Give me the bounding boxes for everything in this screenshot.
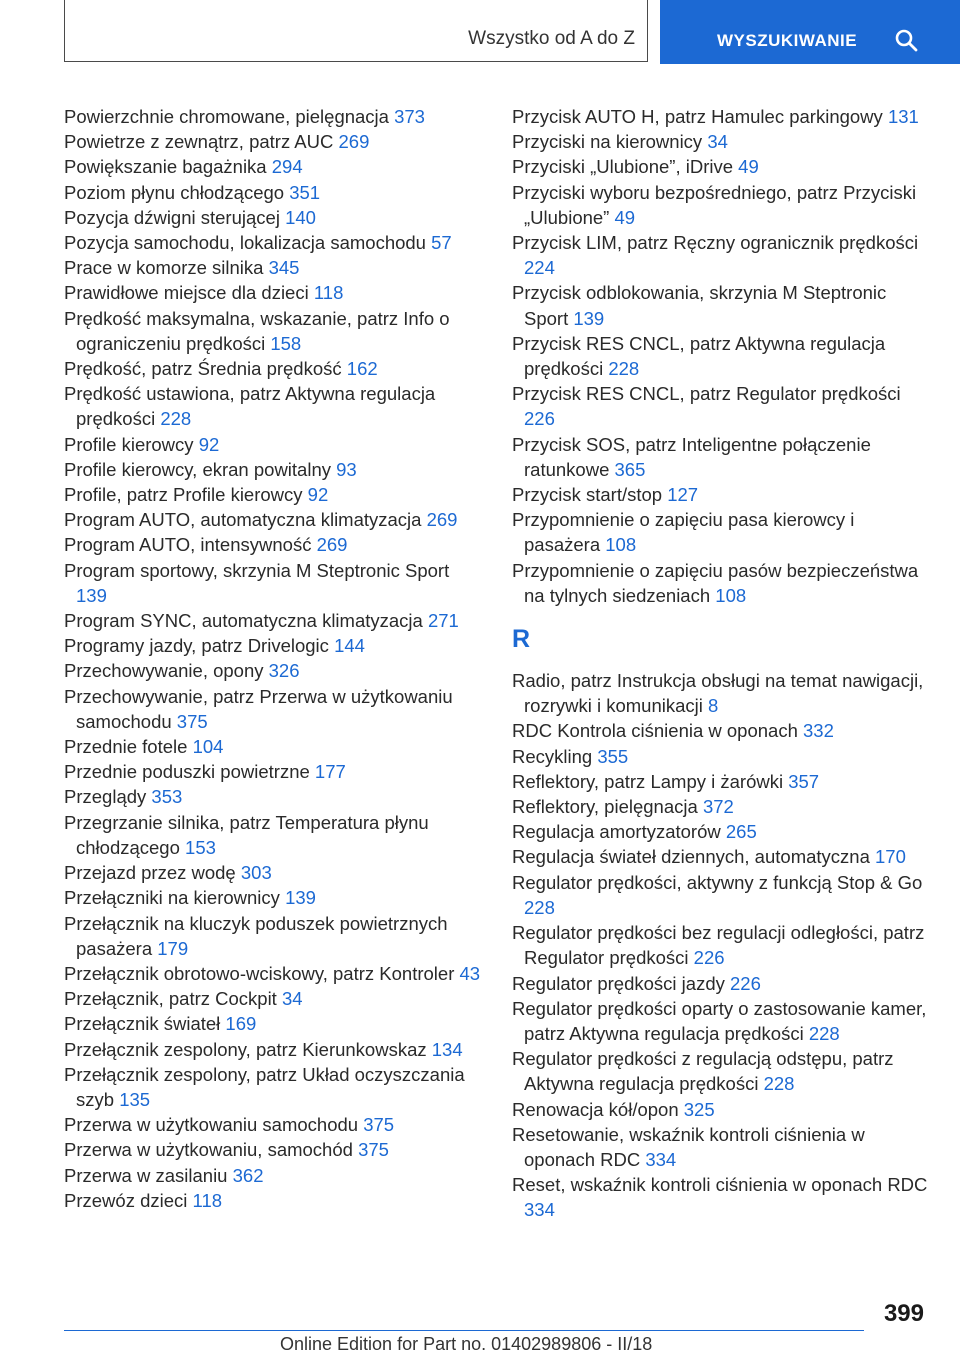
index-entry xyxy=(64,432,484,457)
index-entry-text: Przejazd przez wodę xyxy=(64,862,236,884)
index-entry-text: Regulacja świateł dziennych, automatyczna xyxy=(512,846,870,868)
index-entry-text: Reflektory, patrz Lampy i żarówki xyxy=(512,770,784,792)
index-entry-text: Przyciski na kierownicy xyxy=(512,131,703,153)
index-page-link[interactable]: 34 xyxy=(281,988,303,1010)
index-entry xyxy=(512,331,932,381)
footer-rule xyxy=(64,1330,864,1331)
index-page-link[interactable]: 158 xyxy=(270,332,302,354)
index-entry xyxy=(64,885,484,910)
index-page-link[interactable]: 139 xyxy=(573,307,605,329)
footer-edition-text: Online Edition for Part no. 01402989806 - II/18 xyxy=(280,1334,653,1354)
index-page-link[interactable]: 375 xyxy=(363,1114,395,1136)
index-entry-text: Przegrzanie silnika, patrz Temperatura płynu chłodzącego xyxy=(64,811,429,858)
index-page-link[interactable]: 332 xyxy=(803,720,834,742)
index-group-r xyxy=(512,668,932,1222)
index-entry-text: Przycisk start/stop xyxy=(512,484,663,506)
index-page-link[interactable]: 373 xyxy=(394,106,425,127)
index-entry-text: Przyciski wyboru bezpośredniego, patrz Przyciski „Ulubione” xyxy=(512,181,917,228)
index-page-link[interactable]: 269 xyxy=(316,534,348,556)
index-entry-text: Przycisk RES CNCL, patrz Regulator prędkości xyxy=(512,383,901,405)
index-entry-text: Poziom płynu chłodzącego xyxy=(64,181,285,203)
index-page-link[interactable]: 34 xyxy=(707,131,728,153)
index-entry-text: Prace w komorze silnika xyxy=(64,257,264,279)
index-entry xyxy=(64,255,484,280)
index-entry-text: Prędkość maksymalna, wskazanie, patrz Info o ograniczeniu prędkości xyxy=(64,307,450,354)
index-page-link[interactable]: 265 xyxy=(725,821,757,843)
index-page-link[interactable]: 334 xyxy=(645,1148,677,1170)
index-entry-text: Regulacja amortyzatorów xyxy=(512,821,721,843)
index-entry-text: Przypomnienie o zapięciu pasa kierowcy i pasażera xyxy=(512,509,855,556)
index-page-link[interactable]: 226 xyxy=(693,947,725,969)
index-entry-text: Przyciski „Ulubione”, iDrive xyxy=(512,156,734,178)
index-page-link[interactable]: 226 xyxy=(730,972,761,994)
index-entry xyxy=(512,920,932,970)
index-entry xyxy=(512,718,932,743)
tab-a-to-z[interactable] xyxy=(64,0,648,62)
index-entry-text: Powiększanie bagażnika xyxy=(64,156,267,178)
index-entry-text: Przycisk SOS, patrz Inteligentne połączenie ratunkowe xyxy=(512,433,871,480)
index-page-link[interactable]: 153 xyxy=(185,836,216,858)
index-entry xyxy=(512,819,932,844)
index-entry xyxy=(64,230,484,255)
index-entry xyxy=(512,230,932,280)
index-entry-text: Przycisk odblokowania, skrzynia M Steptronic Sport xyxy=(512,282,887,329)
index-entry-text: Przełącznik na kluczyk poduszek powietrznych pasażera xyxy=(64,912,448,959)
index-entry xyxy=(64,684,484,734)
index-entry-text: Przechowywanie, opony xyxy=(64,660,264,682)
page-number: 399 xyxy=(883,1300,924,1327)
index-page-link[interactable]: 303 xyxy=(240,862,272,884)
index-entry xyxy=(512,180,932,230)
index-entry-text: Program AUTO, intensywność xyxy=(64,534,312,556)
index-page-link[interactable]: 353 xyxy=(151,786,183,808)
section-letter: R xyxy=(512,625,531,654)
index-entry xyxy=(64,759,484,784)
index-page-link[interactable]: 224 xyxy=(524,257,555,279)
index-page-link[interactable]: 140 xyxy=(285,206,316,228)
index-entry-text: Przednie poduszki powietrzne xyxy=(64,761,310,783)
index-entry-text: Pozycja dźwigni sterującej xyxy=(64,206,280,228)
index-entry xyxy=(512,381,932,431)
index-entry-text: Przypomnienie o zapięciu pasów bezpieczeństwa na tylnych siedzeniach xyxy=(512,559,919,606)
index-column-left xyxy=(64,104,484,1213)
index-page-link[interactable]: 375 xyxy=(358,1139,389,1161)
index-page-link[interactable]: 92 xyxy=(198,433,220,455)
index-entry-text: Przełącznik zespolony, patrz Kierunkowskaz xyxy=(64,1038,427,1060)
index-entry-text: Prędkość ustawiona, patrz Aktywna regulacja prędkości xyxy=(64,383,436,430)
index-entry xyxy=(512,1046,932,1096)
index-entry xyxy=(64,457,484,482)
index-entry-text: Radio, patrz Instrukcja obsługi na temat nawigacji, rozrywki i komunikacji xyxy=(512,670,924,717)
index-entry-text: Przerwa w użytkowaniu samochodu xyxy=(64,1114,359,1136)
index-group-p xyxy=(512,104,932,608)
index-page-link[interactable]: 131 xyxy=(887,106,919,127)
index-page-link[interactable]: 108 xyxy=(715,584,747,606)
index-page-link[interactable]: 43 xyxy=(459,962,481,984)
index-page-link[interactable]: 228 xyxy=(160,408,192,430)
index-entry xyxy=(512,769,932,794)
index-entry-text: Przełącznik, patrz Cockpit xyxy=(64,988,277,1010)
index-entry-text: Przerwa w użytkowaniu, samochód xyxy=(64,1139,353,1161)
index-entry-text: Resetowanie, wskaźnik kontroli ciśnienia w oponach RDC xyxy=(512,1123,865,1170)
index-entry xyxy=(64,180,484,205)
index-page-link[interactable]: 135 xyxy=(119,1088,151,1110)
index-entry xyxy=(512,129,932,154)
index-entry xyxy=(512,154,932,179)
index-entry xyxy=(64,961,484,986)
index-entry xyxy=(512,844,932,869)
index-entry xyxy=(64,306,484,356)
index-entry xyxy=(64,633,484,658)
index-page-link[interactable]: 326 xyxy=(268,660,300,682)
index-entry-text: Recykling xyxy=(512,745,593,767)
index-entry xyxy=(64,356,484,381)
index-entry-text: Profile kierowcy, ekran powitalny xyxy=(64,458,331,480)
index-entry-text: Przełącznik świateł xyxy=(64,1013,221,1035)
index-entry xyxy=(64,154,484,179)
index-page-link[interactable]: 269 xyxy=(338,131,370,153)
index-page-link[interactable]: 269 xyxy=(426,509,458,531)
tab-search-label: WYSZUKIWANIE xyxy=(717,31,858,50)
index-entry-text: Przechowywanie, patrz Przerwa w użytkowaniu samochodu xyxy=(64,685,453,732)
index-entry-text: Prędkość, patrz Średnia prędkość xyxy=(64,358,342,380)
index-entry xyxy=(64,1062,484,1112)
index-entry xyxy=(512,668,932,718)
index-entry xyxy=(512,482,932,507)
index-entry-text: Przycisk LIM, patrz Ręczny ogranicznik prędkości xyxy=(512,232,919,254)
footer-edition xyxy=(280,1334,652,1355)
index-entry xyxy=(64,860,484,885)
index-entry-text: Przełącznik zespolony, patrz Układ oczyszczania szyb xyxy=(64,1063,465,1110)
index-entry xyxy=(64,784,484,809)
index-entry xyxy=(512,794,932,819)
index-entry xyxy=(64,104,484,129)
top-navigation xyxy=(0,0,960,66)
tab-search[interactable] xyxy=(660,0,960,64)
index-entry-text: Prawidłowe miejsce dla dzieci xyxy=(64,282,309,304)
index-entry xyxy=(64,1137,484,1162)
index-page-link[interactable]: 357 xyxy=(788,770,820,792)
index-entry-text: RDC Kontrola ciśnienia w oponach xyxy=(512,720,798,742)
index-page-link[interactable]: 334 xyxy=(524,1199,555,1221)
index-entry-text: Przełączniki na kierownicy xyxy=(64,887,280,909)
index-page-link[interactable]: 226 xyxy=(524,408,555,430)
index-entry-text: Pozycja samochodu, lokalizacja samochodu xyxy=(64,232,426,254)
index-entry-text: Powietrze z zewnątrz, patrz AUC xyxy=(64,131,334,153)
index-entry xyxy=(512,1172,932,1222)
index-page-link[interactable]: 294 xyxy=(271,156,303,178)
index-entry-text: Reflektory, pielęgnacja xyxy=(512,796,698,818)
index-page-link[interactable]: 228 xyxy=(763,1073,795,1095)
index-entry xyxy=(64,507,484,532)
index-page-link[interactable]: 139 xyxy=(285,887,316,909)
index-entry xyxy=(64,1163,484,1188)
index-entry xyxy=(512,507,932,557)
index-page-link[interactable]: 162 xyxy=(346,358,378,380)
index-entry xyxy=(512,280,932,330)
index-page-link[interactable]: 118 xyxy=(313,282,344,304)
index-entry-text: Przewóz dzieci xyxy=(64,1189,188,1211)
index-entry xyxy=(512,996,932,1046)
index-page-link[interactable]: 228 xyxy=(608,358,640,380)
index-entry-text: Regulator prędkości oparty o zastosowanie kamer, patrz Aktywna regulacja prędkości xyxy=(512,997,927,1044)
index-entry-text: Powierzchnie chromowane, pielęgnacja xyxy=(64,106,389,127)
index-entry xyxy=(64,911,484,961)
index-entry xyxy=(512,432,932,482)
index-page-link[interactable]: 104 xyxy=(192,736,224,758)
index-entry xyxy=(64,810,484,860)
index-entry-text: Program SYNC, automatyczna klimatyzacja xyxy=(64,610,423,632)
index-entry xyxy=(64,1188,484,1213)
index-page-link[interactable]: 169 xyxy=(225,1013,257,1035)
index-page-link[interactable]: 365 xyxy=(614,458,646,480)
index-entry-text: Regulator prędkości z regulacją odstępu, patrz Aktywna regulacja prędkości xyxy=(512,1048,894,1095)
index-entry-text: Regulator prędkości bez regulacji odległości, patrz Regulator prędkości xyxy=(512,922,925,969)
index-page-link[interactable]: 8 xyxy=(708,695,719,717)
index-entry-text: Renowacja kół/opon xyxy=(512,1098,679,1120)
index-page-link[interactable]: 351 xyxy=(289,181,321,203)
index-page-link[interactable]: 118 xyxy=(192,1189,223,1211)
index-entry-text: Przełącznik obrotowo-wciskowy, patrz Kontroler xyxy=(64,962,455,984)
index-page-link[interactable]: 177 xyxy=(314,761,346,783)
index-page-link[interactable]: 271 xyxy=(427,610,459,632)
index-column-right xyxy=(512,104,932,1223)
index-page-link[interactable]: 134 xyxy=(431,1038,463,1060)
index-entry xyxy=(64,658,484,683)
index-page-link[interactable]: 355 xyxy=(597,745,629,767)
index-entry xyxy=(64,558,484,608)
index-page-link[interactable]: 139 xyxy=(76,584,107,606)
index-entry-text: Przeglądy xyxy=(64,786,147,808)
index-entry-text: Program AUTO, automatyczna klimatyzacja xyxy=(64,509,422,531)
index-page-link[interactable]: 49 xyxy=(614,206,636,228)
index-page-link[interactable]: 144 xyxy=(334,635,365,657)
index-entry-text: Reset, wskaźnik kontroli ciśnienia w oponach RDC xyxy=(512,1174,928,1196)
index-page-link[interactable]: 228 xyxy=(808,1022,840,1044)
index-entry xyxy=(64,734,484,759)
tab-a-to-z-label: Wszystko od A do Z xyxy=(468,28,635,49)
index-page-link[interactable]: 375 xyxy=(176,710,208,732)
index-entry xyxy=(64,1037,484,1062)
index-page-link[interactable]: 57 xyxy=(431,232,452,254)
index-entry xyxy=(512,1097,932,1122)
index-entry xyxy=(512,1122,932,1172)
index-entry xyxy=(512,971,932,996)
index-page-link[interactable]: 372 xyxy=(702,796,734,818)
index-entry-text: Przednie fotele xyxy=(64,736,188,758)
index-entry xyxy=(64,532,484,557)
index-entry-text: Profile, patrz Profile kierowcy xyxy=(64,484,303,506)
index-entry xyxy=(512,104,932,129)
index-page-link[interactable]: 228 xyxy=(524,896,555,918)
index-entry-text: Regulator prędkości, aktywny z funkcją Stop & Go xyxy=(512,871,923,893)
index-entry xyxy=(512,870,932,920)
index-entry xyxy=(64,280,484,305)
index-entry xyxy=(64,1112,484,1137)
index-page-link[interactable]: 49 xyxy=(738,156,759,178)
index-page-link[interactable]: 93 xyxy=(336,458,357,480)
index-page-link[interactable]: 170 xyxy=(875,846,906,868)
index-page-link[interactable]: 362 xyxy=(232,1164,264,1186)
index-entry-text: Regulator prędkości jazdy xyxy=(512,972,725,994)
index-entry xyxy=(64,608,484,633)
index-page-link[interactable]: 179 xyxy=(157,937,189,959)
index-entry xyxy=(64,986,484,1011)
index-entry xyxy=(512,744,932,769)
index-entry xyxy=(512,558,932,608)
index-entry xyxy=(64,482,484,507)
search-icon[interactable] xyxy=(894,28,918,52)
index-entry-text: Przycisk RES CNCL, patrz Aktywna regulacja prędkości xyxy=(512,332,886,380)
index-entry-text: Program sportowy, skrzynia M Steptronic Sport xyxy=(64,559,450,581)
index-page-link[interactable]: 325 xyxy=(683,1098,715,1120)
index-entry-text: Profile kierowcy xyxy=(64,433,194,455)
index-entry-text: Przycisk AUTO H, patrz Hamulec parkingowy xyxy=(512,106,883,127)
index-entry xyxy=(64,1011,484,1036)
index-page-link[interactable]: 108 xyxy=(605,534,637,556)
index-page-link[interactable]: 127 xyxy=(667,484,699,506)
index-page-link[interactable]: 92 xyxy=(307,484,329,506)
index-entry xyxy=(64,129,484,154)
index-entry-text: Przerwa w zasilaniu xyxy=(64,1164,228,1186)
index-entry-text: Programy jazdy, patrz Drivelogic xyxy=(64,635,329,657)
index-entry xyxy=(64,381,484,431)
index-entry xyxy=(64,205,484,230)
index-page-link[interactable]: 345 xyxy=(268,257,300,279)
